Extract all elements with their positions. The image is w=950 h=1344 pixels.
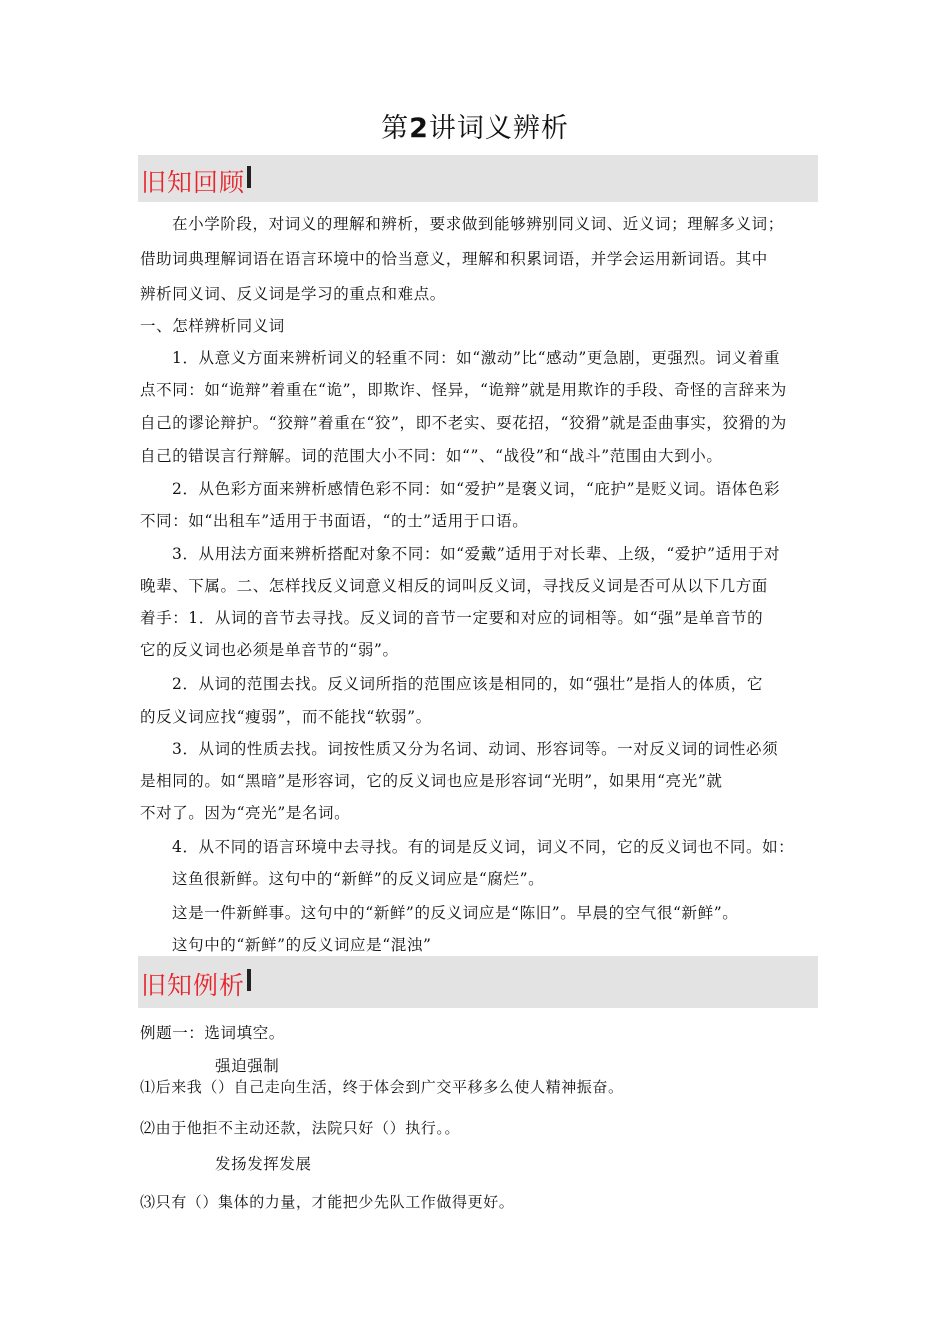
example-title: 例题一：选词填空。 xyxy=(140,1024,285,1042)
paragraph-line: 不同：如“出租车”适用于书面语，“的士”适用于口语。 xyxy=(140,512,529,530)
paragraph-line: 2．从词的范围去找。反义词所指的范围应该是相同的，如“强壮”是指人的体质，它 xyxy=(172,675,764,693)
paragraph-line: 是相同的。如“黑暗”是形容词，它的反义词也应是形容词“光明”，如果用“亮光”就 xyxy=(140,772,723,790)
section-heading: 旧知例析 xyxy=(141,971,246,1000)
paragraph-line: 不对了。因为“亮光”是名词。 xyxy=(140,804,351,822)
paragraph-line: 它的反义词也必须是单音节的“弱”。 xyxy=(140,641,399,659)
paragraph-line: 自己的错误言行辩解。词的范围大小不同：如“”、“战役”和“战斗”范围由大到小。 xyxy=(140,447,723,465)
subheading: 一、怎样辨析同义词 xyxy=(140,317,285,335)
paragraph-line: 晚辈、下属。二、怎样找反义词意义相反的词叫反义词，寻找反义词是否可从以下几方面 xyxy=(140,577,768,595)
question-item: ⑶只有（）集体的力量，才能把少先队工作做得更好。 xyxy=(140,1193,515,1211)
question-item: ⑵由于他拒不主动还款，法院只好（）执行。。 xyxy=(140,1119,461,1137)
paragraph-line: 辨析同义词、反义词是学习的重点和难点。 xyxy=(140,285,446,303)
question-item: ⑴后来我（）自己走向生活，终于体会到广交平移多么使人精神振奋。 xyxy=(140,1078,624,1096)
paragraph-line: 2．从色彩方面来辨析感情色彩不同：如“爱护”是褒义词，“庇护”是贬义词。语体色彩 xyxy=(172,480,781,498)
paragraph-line: 着手：1．从词的音节去寻找。反义词的音节一定要和对应的词相等。如“强”是单音节的 xyxy=(140,609,764,627)
paragraph-line: 这鱼很新鲜。这句中的“新鲜”的反义词应是“腐烂”。 xyxy=(172,870,545,888)
paragraph-line: 在小学阶段，对词义的理解和辨析，要求做到能够辨别同义词、近义词；理解多义词； xyxy=(172,215,784,233)
heading-bar-icon xyxy=(247,166,251,188)
paragraph-line: 4．从不同的语言环境中去寻找。有的词是反义词，词义不同，它的反义词也不同。如： xyxy=(172,838,795,856)
paragraph-line: 点不同：如“诡辩”着重在“诡”，即欺诈、怪异，“诡辩”就是用欺诈的手段、奇怪的言辞来为 xyxy=(140,381,787,399)
section-heading: 旧知回顾 xyxy=(141,168,246,197)
section-banner-review xyxy=(138,155,818,202)
paragraph-line: 3．从用法方面来辨析搭配对象不同：如“爱戴”适用于对长辈、上级，“爱护”适用于对 xyxy=(172,545,781,563)
paragraph-line: 3．从词的性质去找。词按性质又分为名词、动词、形容词等。一对反义词的词性必须 xyxy=(172,740,779,758)
word-choices: 发扬发挥发展 xyxy=(215,1155,312,1173)
heading-bar-icon xyxy=(247,969,251,991)
word-choices: 强迫强制 xyxy=(215,1057,280,1075)
paragraph-line: 这是一件新鲜事。这句中的“新鲜”的反义词应是“陈旧”。早晨的空气很“新鲜”。 xyxy=(172,904,739,922)
paragraph-line: 1．从意义方面来辨析词义的轻重不同：如“激动”比“感动”更急剧，更强烈。词义着重 xyxy=(172,349,781,367)
paragraph-line: 借助词典理解词语在语言环境中的恰当意义，理解和积累词语，并学会运用新词语。其中 xyxy=(140,250,768,268)
paragraph-line: 自己的谬论辩护。“狡辩”着重在“狡”，即不老实、耍花招，“狡猾”就是歪曲事实，狡猾的为 xyxy=(140,414,787,432)
paragraph-line: 这句中的“新鲜”的反义词应是“混浊” xyxy=(172,936,432,954)
page-title: 第2讲词义辨析 xyxy=(381,113,569,144)
section-banner-examples xyxy=(138,956,818,1008)
paragraph-line: 的反义词应找“瘦弱”，而不能找“软弱”。 xyxy=(140,708,432,726)
